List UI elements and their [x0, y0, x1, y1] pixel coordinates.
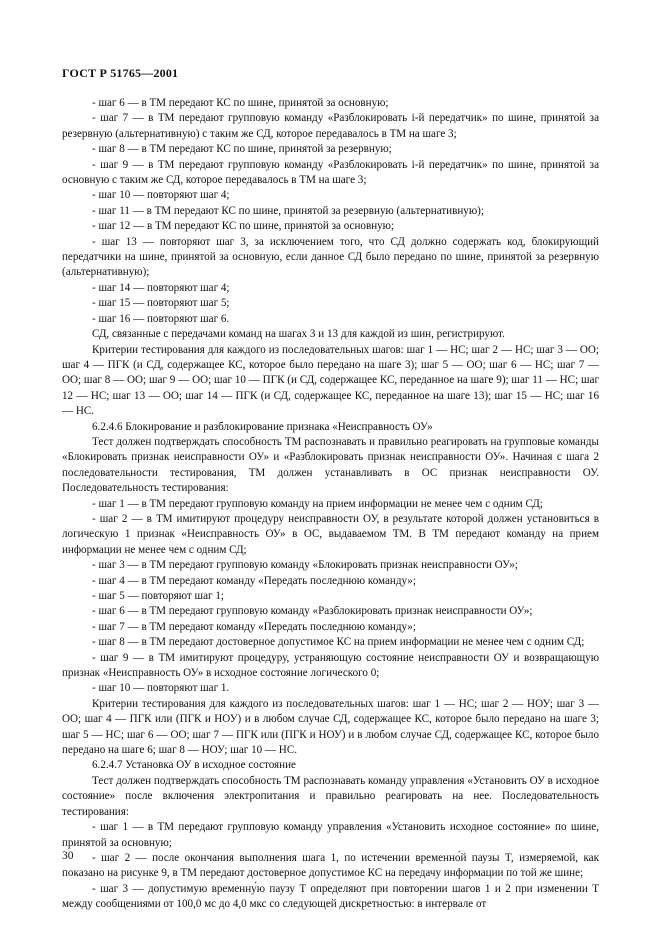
paragraph: - шаг 15 — повторяют шаг 5;	[92, 297, 230, 310]
paragraph: - шаг 8 — в ТМ передают КС по шине, принятой за резервную;	[92, 143, 392, 156]
paragraph: - шаг 13 — повторяют шаг 3, за исключением того, что СД должно содержать код, блокирующий передатчики на шине, принятой за основную, если данное СД было передано по шине, принятой за резервную (альтернативную);	[62, 235, 599, 279]
page-header-standard-id: ГОСТ Р 51765—2001	[62, 66, 179, 80]
paragraph: - шаг 1 — в ТМ передают групповую команду управления «Установить исходное состояние» по шине, принятой за основную;	[62, 821, 599, 849]
paragraph: - шаг 5 — повторяют шаг 1;	[92, 590, 224, 602]
paragraph: - шаг 9 — в ТМ имитируют процедуру, устраняющую состояние неисправности ОУ и возвращающую признак «Неисправность ОУ» в исходное состояние логического 0;	[62, 651, 599, 680]
paragraph: - шаг 6 — в ТМ передают КС по шине, принятой за основную;	[92, 97, 389, 109]
paragraph: - шаг 3 — допустимую временну́ю паузу T определяют при повторении шагов 1 и 2 при изменении T между сообщениями от 100,0 мс до 4,0 мкс со следующей дискретностью: в интервале от	[62, 882, 599, 911]
paragraph: - шаг 6 — в ТМ передают групповую команду «Разблокировать признак неисправности ОУ»;	[92, 605, 533, 618]
paragraph: - шаг 10 — повторяют шаг 1.	[92, 682, 230, 695]
paragraph: - шаг 7 — в ТМ передают групповую команду «Разблокировать i-й передатчик» по шине, принятой за резервную (альтернативную) с таким же СД, которое передавалось в ТМ на шаге 3;	[62, 112, 599, 140]
paragraph: - шаг 9 — в ТМ передают групповую команду «Разблокировать i-й передатчик» по шине, принятой за основную с таким же СД, которое передавалось в ТМ на шаге 3;	[62, 158, 599, 187]
paragraph: - шаг 16 — повторяют шаг 6.	[92, 312, 230, 325]
paragraph: - шаг 12 — в ТМ передают КС по шине, принятой за основную;	[92, 220, 395, 233]
paragraph: - шаг 11 — в ТМ передают КС по шине, принятой за резервную (альтернативную);	[92, 204, 484, 217]
document-body	[62, 96, 599, 913]
paragraph: - шаг 4 — в ТМ передают команду «Передать последнюю команду»;	[92, 574, 416, 587]
section-heading: 6.2.4.6 Блокирование и разблокирование признака «Неисправность ОУ»	[92, 420, 433, 433]
criteria-paragraph: Критерии тестирования для каждого из последовательных шагов: шаг 1 — НС; шаг 2 — НС; шаг 3 — ОО; шаг 4 — ПГК (и СД, содержащее КС, которое было передано на шаге 3); шаг 5 — ОО; шаг 6 — НС; шаг 7 — ОО; шаг 8 — ОО; шаг 9 — ОО; шаг 10 — ПГК (и СД, содержащее КС, переданное на шаге 9); шаг 11 — НС; шаг 12 — НС; шаг 13 — ОО; шаг 14 — ПГК (и СД, содержащее КС, переданное на шаге 13); шаг 15 — НС; шаг 16 — НС.	[62, 343, 599, 418]
paragraph: СД, связанные с передачами команд на шагах 3 и 13 для каждой из шин, регистрируют.	[92, 328, 505, 341]
paragraph: - шаг 2 — после окончания выполнения шага 1, по истечении временно́й паузы T, измеряемой, как показано на рисунке 9, в ТМ передают достоверное допустимое КС на передачу информации по той же шине;	[62, 851, 599, 880]
section-heading: 6.2.4.7 Установка ОУ в исходное состояние	[92, 759, 296, 772]
paragraph: - шаг 2 — в ТМ имитируют процедуру неисправности ОУ, в результате которой должен установиться в логическую 1 признак «Неисправность ОУ» в ОС, выдаваемом ТМ. В ТМ передают команду на прием информации не менее чем с одним СД;	[62, 512, 599, 556]
paragraph: - шаг 8 — в ТМ передают достоверное допустимое КС на прием информации не менее чем с одним СД;	[92, 636, 585, 649]
paragraph: - шаг 3 — в ТМ передают групповую команду «Блокировать признак неисправности ОУ»;	[92, 559, 518, 572]
paragraph: Тест должен подтверждать способность ТМ распознавать и правильно реагировать на групповые команды «Блокировать признак неисправности ОУ» и «Разблокировать признак неисправности ОУ». Начиная с шага 2 последовательности тестирования, ТМ должен устанавливать в ОС признак неисправности ОУ. Последовательность тестирования:	[62, 435, 599, 495]
paragraph: - шаг 1 — в ТМ передают групповую команду на прием информации не менее чем с одним СД;	[92, 497, 543, 510]
paragraph: - шаг 14 — повторяют шаг 4;	[92, 281, 230, 294]
paragraph: - шаг 10 — повторяют шаг 4;	[92, 189, 230, 202]
paragraph: - шаг 7 — в ТМ передают команду «Передать последнюю команду»;	[92, 620, 416, 633]
page-number: 30	[62, 850, 74, 862]
paragraph: Тест должен подтверждать способность ТМ распознавать команду управления «Установить ОУ в исходное состояние» после включения электропитания и правильно реагировать на нее. Последовательность тестирования:	[62, 774, 599, 818]
criteria-paragraph: Критерии тестирования для каждого из последовательных шагов: шаг 1 — НС; шаг 2 — НОУ; шаг 3 — ОО; шаг 4 — ПГК или (ПГК и НОУ) и в любом случае СД, содержащее КС, которое было передано на шаге 3; шаг 5 — НС; шаг 6 — ОО; шаг 7 — ПГК или (ПГК и НОУ) и в любом случае СД, содержащее КС, которое было передано на шаге 6; шаг 8 — НОУ; шаг 10 — НС.	[62, 697, 599, 757]
